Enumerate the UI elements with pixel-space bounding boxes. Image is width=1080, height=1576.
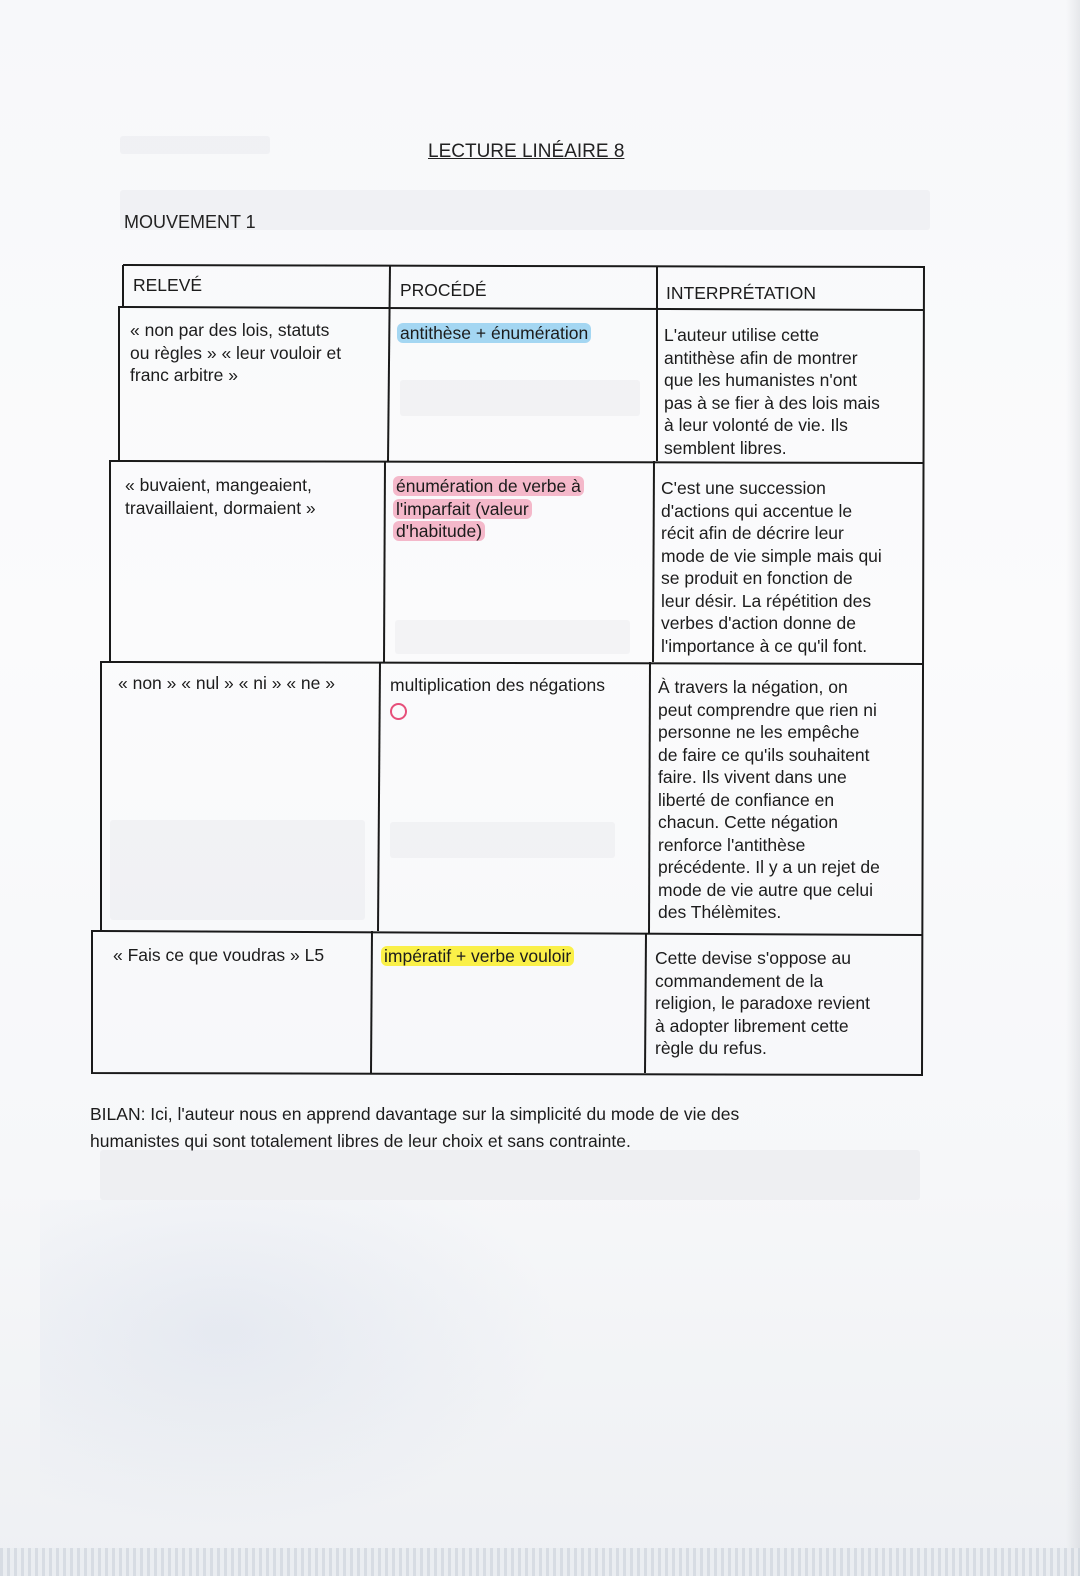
interpretation-line: à leur volonté de vie. Ils [664, 415, 848, 435]
interpretation-line: règle du refus. [655, 1038, 767, 1058]
interpretation-line: religion, le paradoxe revient [655, 993, 870, 1013]
interpretation-line: À travers la négation, on [658, 677, 848, 697]
interpretation-line: antithèse afin de montrer [664, 347, 858, 368]
interpretation-line: précédente. Il y a un rejet de [658, 857, 880, 877]
interpretation-line: récit afin de décrire leur [661, 523, 844, 543]
interpretation-line: de faire ce qu'ils souhaitent [658, 744, 870, 765]
circle-mark-icon [390, 703, 407, 720]
interpretation-line: chacun. Cette négation [658, 812, 838, 832]
interpretation-line: personne ne les empêche [658, 722, 860, 742]
releve-line: ou règles » « leur vouloir et [130, 342, 342, 363]
highlighted-procede: d'habitude) [393, 521, 485, 541]
interpretation-line: pas à se fier à des lois mais [664, 392, 880, 413]
table-row-1-procede [397, 322, 591, 345]
page-title: LECTURE LINÉAIRE 8 [428, 141, 625, 162]
interpretation-line: liberté de confiance en [658, 789, 835, 810]
highlighted-procede: antithèse + énumération [397, 323, 591, 343]
page-shadow [40, 1200, 560, 1530]
table-row-3-interpretation [658, 676, 880, 924]
interpretation-line: d'actions qui accentue le [661, 500, 853, 521]
interpretation-line: l'importance à ce qu'il font. [661, 635, 868, 656]
table-row-4-interpretation [655, 947, 870, 1060]
table-row-1-releve [130, 319, 341, 387]
interpretation-line: se produit en fonction de [661, 568, 853, 588]
interpretation-line: à adopter librement cette [655, 1015, 849, 1036]
interpretation-line: Cette devise s'oppose au [655, 948, 851, 968]
section-label: MOUVEMENT 1 [124, 212, 256, 232]
table-row-3-procede [390, 674, 605, 697]
interpretation-line: semblent libres. [664, 437, 787, 458]
interpretation-line: verbes d'action donne de [661, 613, 857, 633]
header-procede: PROCÉDÉ [400, 280, 487, 300]
interpretation-line: des Thélèmites. [658, 902, 782, 922]
header-interpretation: INTERPRÉTATION [666, 283, 817, 303]
bilan-line: humanistes qui sont totalement libres de leur choix et sans contrainte. [90, 1131, 631, 1151]
bilan-paragraph [90, 1101, 890, 1155]
interpretation-line: mode de vie autre que celui [658, 879, 873, 900]
table-row-3-releve [118, 672, 335, 695]
interpretation-line: que les humanistes n'ont [664, 370, 858, 390]
releve-line: travaillaient, dormaient » [125, 497, 316, 518]
header-releve: RELEVÉ [133, 275, 203, 295]
highlighted-procede: énumération de verbe à [393, 476, 584, 496]
highlighted-procede: l'imparfait (valeur [393, 499, 532, 519]
interpretation-line: leur désir. La répétition des [661, 590, 872, 611]
releve-line: « non par des lois, statuts [130, 320, 330, 340]
interpretation-line: renforce l'antithèse [658, 834, 806, 855]
releve-line: « buvaient, mangeaient, [125, 475, 312, 495]
interpretation-line: faire. Ils vivent dans une [658, 767, 847, 787]
interpretation-line: C'est une succession [661, 478, 826, 498]
table-row-1-interpretation [664, 324, 880, 459]
releve-line: « Fais ce que voudras » L5 [113, 945, 325, 965]
releve-line: franc arbitre » [130, 365, 238, 385]
interpretation-line: mode de vie simple mais qui [661, 545, 882, 566]
bleed-through-mark [100, 1150, 920, 1200]
table-row-2-releve [125, 474, 316, 519]
table-row-4-procede [381, 945, 574, 968]
table-row-4-releve [113, 944, 324, 967]
releve-line: « non » « nul » « ni » « ne » [118, 673, 335, 693]
table-row-2-procede [393, 475, 584, 543]
highlighted-procede: impératif + verbe vouloir [381, 946, 574, 966]
interpretation-line: L'auteur utilise cette [664, 325, 820, 345]
interpretation-line: peut comprendre que rien ni [658, 699, 877, 720]
binder-strip [0, 1548, 1080, 1576]
bilan-line: BILAN: Ici, l'auteur nous en apprend davantage sur la simplicité du mode de vie des [90, 1104, 740, 1124]
procede-line: multiplication des négations [390, 675, 605, 695]
interpretation-line: commandement de la [655, 970, 824, 991]
table-row-2-interpretation [661, 477, 882, 657]
page-edge-shadow [1066, 0, 1080, 1576]
